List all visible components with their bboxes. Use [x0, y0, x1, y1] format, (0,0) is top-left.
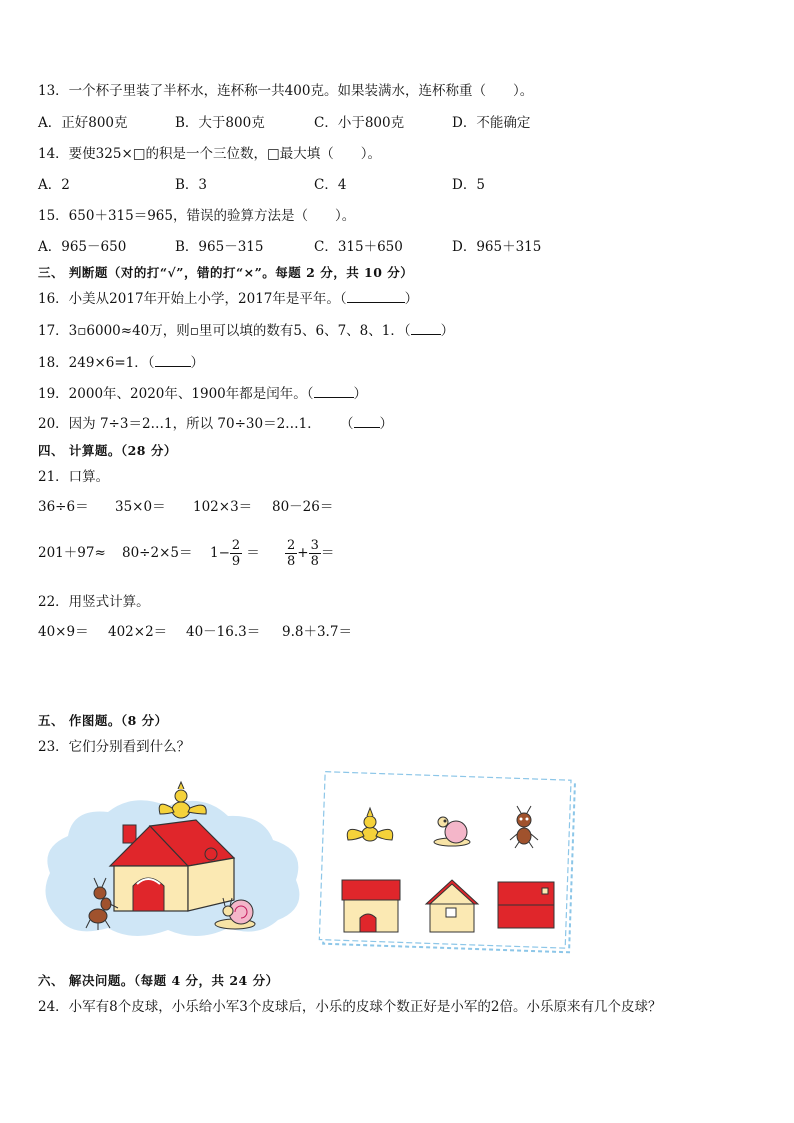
question-15: 15．650＋315＝965，错误的验算方法是（ ）。	[38, 208, 356, 224]
q13-option-a: A．正好800克	[38, 115, 128, 131]
scene-illustration	[38, 778, 308, 943]
calc-item: 40－16.3＝	[186, 624, 261, 640]
section-5-heading: 五、 作图题。（8 分）	[38, 713, 168, 728]
q13-option-b: B．大于800克	[175, 115, 265, 131]
denominator: 8	[287, 554, 296, 569]
q14-option-c: C．4	[314, 177, 347, 193]
numerator: 2	[231, 538, 241, 553]
fraction	[230, 538, 242, 569]
q20-text: 20．因为 7÷3＝2…1，所以 70÷30＝2…1．	[38, 416, 321, 432]
q15-option-a: A．965－650	[38, 239, 127, 255]
calc-fraction-2	[285, 536, 334, 570]
calc-item: 102×3＝	[193, 499, 253, 515]
answer-blank	[155, 354, 191, 367]
equals: ＝	[246, 545, 260, 561]
q18-text: 18．249×6=1．（	[38, 355, 155, 371]
close-paren: ）	[440, 323, 455, 339]
fraction	[285, 538, 297, 569]
q15-option-b: B．965－315	[175, 239, 264, 255]
q14-option-d: D．5	[452, 177, 485, 193]
question-21: 21．口算。	[38, 469, 110, 485]
calc-item: 35×0＝	[115, 499, 166, 515]
calc-item: 402×2＝	[108, 624, 168, 640]
question-24: 24．小军有8个皮球，小乐给小军3个皮球后，小乐的皮球个数正好是小军的2倍。小乐原来有几个皮球？	[38, 999, 662, 1015]
question-17	[38, 322, 454, 340]
question-23: 23．它们分别看到什么？	[38, 739, 191, 755]
close-paren: ）	[190, 355, 204, 371]
numerator: 2	[287, 538, 296, 553]
answer-blank	[347, 290, 405, 303]
close-paren: ）	[353, 386, 367, 402]
q19-text: 19．2000年、2020年、1900年都是闰年。（	[38, 386, 314, 402]
question-20	[38, 415, 321, 433]
question-16	[38, 290, 418, 308]
close-paren: ）	[379, 416, 393, 432]
denominator: 8	[310, 554, 319, 569]
house-roof-top-view	[498, 882, 554, 928]
question-18	[38, 354, 204, 372]
plus-sign: +	[297, 545, 309, 561]
q16-text: 16．小美从2017年开始上小学，2017年是平年。（	[38, 291, 347, 307]
answer-blank	[314, 385, 354, 398]
views-card-illustration	[312, 770, 584, 960]
calc-item: 80÷2×5＝	[122, 545, 193, 561]
q20-answer	[340, 415, 393, 433]
close-paren: ）	[404, 291, 419, 307]
question-19	[38, 385, 367, 403]
section-3-heading: 三、 判断题（对的打“√”，错的打“×”。每题 2 分，共 10 分）	[38, 265, 414, 280]
question-22: 22．用竖式计算。	[38, 594, 150, 610]
q13-option-d: D．不能确定	[452, 115, 531, 131]
q15-option-c: C．315＋650	[314, 239, 403, 255]
q14-option-a: A．2	[38, 177, 70, 193]
calc-item: 9.8＋3.7＝	[282, 624, 352, 640]
fraction	[309, 538, 321, 569]
q15-option-d: D．965＋315	[452, 239, 542, 255]
q14-option-b: B．3	[175, 177, 208, 193]
question-14: 14．要使325×□的积是一个三位数，□最大填（ ）。	[38, 146, 382, 162]
calc-item: 36÷6＝	[38, 499, 89, 515]
answer-blank	[411, 322, 441, 335]
answer-blank	[354, 415, 380, 428]
numerator: 3	[310, 538, 319, 553]
calc-item: 201＋97≈	[38, 545, 106, 561]
denominator: 9	[231, 554, 241, 569]
section-4-heading: 四、 计算题。（28 分）	[38, 443, 177, 458]
open-paren: （	[340, 416, 354, 432]
question-13: 13．一个杯子里装了半杯水，连杯称一共400克。如果装满水，连杯称重（ ）。	[38, 83, 534, 99]
section-6-heading: 六、 解决问题。（每题 4 分，共 24 分）	[38, 973, 279, 988]
bird-on-roof	[159, 782, 206, 818]
q13-option-c: C．小于800克	[314, 115, 405, 131]
house-top-side-view	[342, 880, 400, 932]
q17-text: 17．3▫6000≈40万，则▫里可以填的数有5、6、7、8、1．（	[38, 323, 411, 339]
fraction-prefix: 1−	[210, 545, 230, 561]
calc-fraction-1	[210, 536, 260, 570]
calc-item: 40×9＝	[38, 624, 89, 640]
equals: ＝	[320, 545, 335, 561]
calc-item: 80－26＝	[272, 499, 334, 515]
